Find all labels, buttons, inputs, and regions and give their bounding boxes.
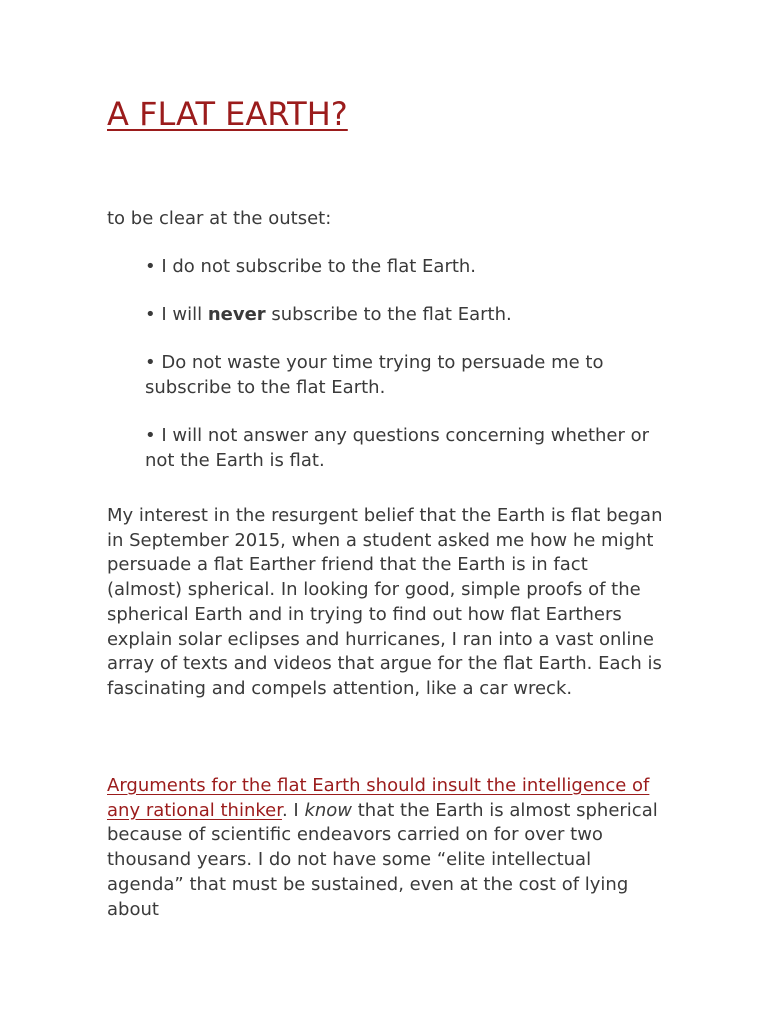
body-paragraph <box>107 774 667 922</box>
disclaimer-item <box>145 350 670 400</box>
disclaimer-item <box>145 423 670 473</box>
document-title: A FLAT EARTH? <box>107 95 348 133</box>
emphasis-know: know <box>304 799 353 821</box>
disclaimer-text: • I will not answer any questions concerning whether or not the Earth is flat. <box>145 425 650 471</box>
arguments-link[interactable]: Arguments for the flat Earth should insult the intelligence of any rational thinker <box>107 775 650 821</box>
intro-line: to be clear at the outset: <box>107 208 332 229</box>
paragraph-text: . I <box>281 799 305 821</box>
paragraph-text: that the Earth is almost spherical because of scientific endeavors carried on for over two thousand years. I do not have some “elite intellectual agenda” that must be sustained, even at the cost of lying about <box>107 799 658 920</box>
disclaimer-item <box>145 254 670 279</box>
disclaimer-text: • I will <box>145 304 208 325</box>
disclaimer-text: • I do not subscribe to the flat Earth. <box>145 256 477 277</box>
disclaimer-item <box>145 302 670 327</box>
disclaimer-text: subscribe to the flat Earth. <box>265 304 512 325</box>
disclaimer-emphasis: never <box>207 304 266 325</box>
disclaimer-list <box>145 254 670 495</box>
disclaimer-text: • Do not waste your time trying to persuade me to subscribe to the flat Earth. <box>145 352 604 398</box>
body-paragraph: My interest in the resurgent belief that the Earth is flat began in September 2015, when a student asked me how he might persuade a flat Earther friend that the Earth is in fact (almost) spherical. In looking for good, simple proofs of the spherical Earth and in trying to find out how flat Earthers explain solar eclipses and hurricanes, I ran into a vast online array of texts and videos that argue for the flat Earth. Each is fascinating and compels attention, like a car wreck. <box>107 505 663 699</box>
